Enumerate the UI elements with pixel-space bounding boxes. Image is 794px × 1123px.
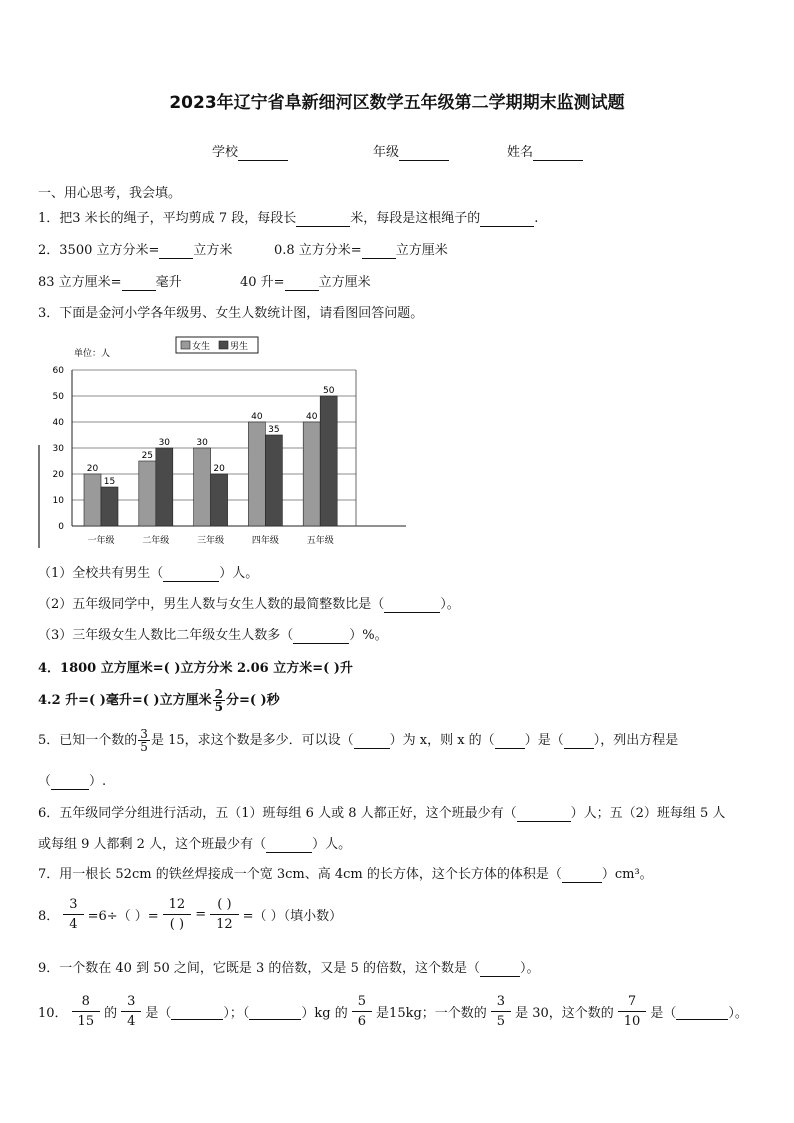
q10-blank-1[interactable] xyxy=(171,1004,223,1020)
question-2-part-c: 83 立方厘米= 毫升 xyxy=(38,275,182,290)
question-3-sub-3: （3）三年级女生人数比二年级女生人数多（ ）%。 xyxy=(38,628,388,643)
bar-value-label: 20 xyxy=(86,464,99,474)
bar-female xyxy=(84,474,101,526)
q5-blank-1[interactable] xyxy=(354,733,390,749)
grade-field[interactable] xyxy=(373,141,449,161)
question-2-part-d: 40 升= 立方厘米 xyxy=(240,275,371,290)
question-6-line-2: 或每组 9 人都剩 2 人，这个班最少有（ ）人。 xyxy=(38,837,352,852)
bar-value-label: 30 xyxy=(158,438,171,448)
q10-blank-2[interactable] xyxy=(249,1004,301,1020)
legend-label-female: 女生 xyxy=(192,342,211,352)
q1-blank-1[interactable] xyxy=(296,211,350,227)
q5-blank-2[interactable] xyxy=(495,733,525,749)
bar-value-label: 40 xyxy=(251,412,263,422)
question-4-line-1: 4．1800 立方厘米=( )立方分米 2.06 立方米=( )升 xyxy=(38,661,353,676)
bar-chart xyxy=(36,330,406,552)
q2-blank-4[interactable] xyxy=(285,275,319,291)
legend-swatch-female xyxy=(181,341,190,349)
question-5-line-1: 5．已知一个数的 $\frac{3}{5}$ 是 15，求这个数是多少．可以设（ ）为 x，则 x 的（ ）是（ ），列出方程是 xyxy=(38,727,679,754)
legend-label-male: 男生 xyxy=(230,342,249,352)
question-5-line-2: （ ）. xyxy=(38,774,107,789)
q3-blank-3[interactable] xyxy=(293,628,349,644)
x-tick-label: 一年级 xyxy=(87,536,115,546)
question-10: 10． $\frac{8}{15}$ 的 $\frac{3}{4}$ 是（ ）；（ ）kg 的 $\frac{5}{6}$ 是15kg；一个数的 $\frac{3}{5}$ 是 30，这个数的 $\frac{7}{10}$ 是（ ）。 xyxy=(38,994,748,1029)
question-2-line-1: 2．3500 立方分米= 立方米 xyxy=(38,243,233,258)
bar-male xyxy=(156,448,173,526)
x-tick-label: 二年级 xyxy=(142,536,170,546)
y-tick-label: 0 xyxy=(58,522,64,532)
bar-male xyxy=(265,435,282,526)
y-tick-label: 40 xyxy=(52,418,64,428)
q9-blank-1[interactable] xyxy=(480,961,520,977)
question-4-line-2: 4.2 升=( )毫升=( )立方厘米 $\frac{2}{5}$ 分=( )秒 xyxy=(38,687,280,714)
bar-female xyxy=(194,448,211,526)
q10-blank-3[interactable] xyxy=(676,1004,728,1020)
question-6-line-1: 6．五年级同学分组进行活动，五（1）班每组 6 人或 8 人都正好，这个班最少有（ ）人；五（2）班每组 5 人 xyxy=(38,806,726,821)
y-tick-label: 10 xyxy=(52,496,64,506)
question-1: 1．把3 米长的绳子，平均剪成 7 段，每段长 米，每段是这根绳子的 . xyxy=(38,211,539,226)
bar-female xyxy=(248,422,265,526)
q6-blank-1[interactable] xyxy=(517,806,571,822)
q2-blank-3[interactable] xyxy=(122,275,156,291)
q1-blank-2[interactable] xyxy=(480,211,534,227)
question-9: 9．一个数在 40 到 50 之间，它既是 3 的倍数，又是 5 的倍数，这个数是（ ）。 xyxy=(38,961,540,976)
q5-blank-3[interactable] xyxy=(564,733,594,749)
section-heading: 一、用心思考，我会填。 xyxy=(38,186,182,201)
school-label: 学校 xyxy=(212,145,239,160)
legend-swatch-male xyxy=(219,341,228,349)
q2-blank-2[interactable] xyxy=(362,243,396,259)
y-tick-label: 20 xyxy=(52,470,64,480)
bar-value-label: 15 xyxy=(103,477,116,487)
name-field[interactable] xyxy=(507,141,583,161)
question-3-sub-1: （1）全校共有男生（ ）人。 xyxy=(38,566,259,581)
chart-ylabel: 单位：人 xyxy=(74,349,111,359)
chart-legend xyxy=(176,337,258,353)
x-tick-label: 五年级 xyxy=(306,536,334,546)
q6-blank-2[interactable] xyxy=(266,837,312,853)
q2-blank-1[interactable] xyxy=(159,243,193,259)
question-3: 3．下面是金河小学各年级男、女生人数统计图，请看图回答问题。 xyxy=(38,306,424,321)
q3-blank-1[interactable] xyxy=(163,566,219,582)
y-tick-label: 30 xyxy=(52,444,64,454)
y-tick-label: 60 xyxy=(52,366,64,376)
bar-value-label: 35 xyxy=(268,425,280,435)
chart-bars xyxy=(84,396,337,526)
y-tick-label: 50 xyxy=(52,392,64,402)
page-title: 2023年辽宁省阜新细河区数学五年级第二学期期末监测试题 xyxy=(169,93,625,113)
bar-value-label: 40 xyxy=(305,412,318,422)
bar-male xyxy=(211,474,228,526)
name-label: 姓名 xyxy=(507,145,534,160)
bar-male xyxy=(101,487,118,526)
x-tick-label: 四年级 xyxy=(251,536,279,546)
bar-value-label: 30 xyxy=(196,438,208,448)
bar-female xyxy=(303,422,320,526)
question-3-sub-2: （2）五年级同学中，男生人数与女生人数的最简整数比是（ ）。 xyxy=(38,597,460,612)
question-7: 7．用一根长 52cm 的铁丝焊接成一个宽 3cm、高 4cm 的长方体，这个长方体的体积是（ ）cm³。 xyxy=(38,867,653,882)
question-8: 8． $\frac{3}{4}$ =6÷（ ）= 12 ( ) = ( ) 12 =（ ）（填小数） xyxy=(38,897,343,932)
grade-label: 年级 xyxy=(373,145,400,160)
bar-male xyxy=(320,396,337,526)
question-2-part-b: 0.8 立方分米= 立方厘米 xyxy=(274,243,448,258)
bar-value-label: 50 xyxy=(322,386,335,396)
school-field[interactable] xyxy=(212,141,288,161)
q7-blank-1[interactable] xyxy=(562,867,602,883)
q5-blank-4[interactable] xyxy=(51,774,89,790)
x-tick-label: 三年级 xyxy=(197,536,225,546)
bar-value-label: 25 xyxy=(141,451,154,461)
bar-value-label: 20 xyxy=(213,464,225,474)
bar-female xyxy=(139,461,156,526)
q3-blank-2[interactable] xyxy=(384,597,440,613)
